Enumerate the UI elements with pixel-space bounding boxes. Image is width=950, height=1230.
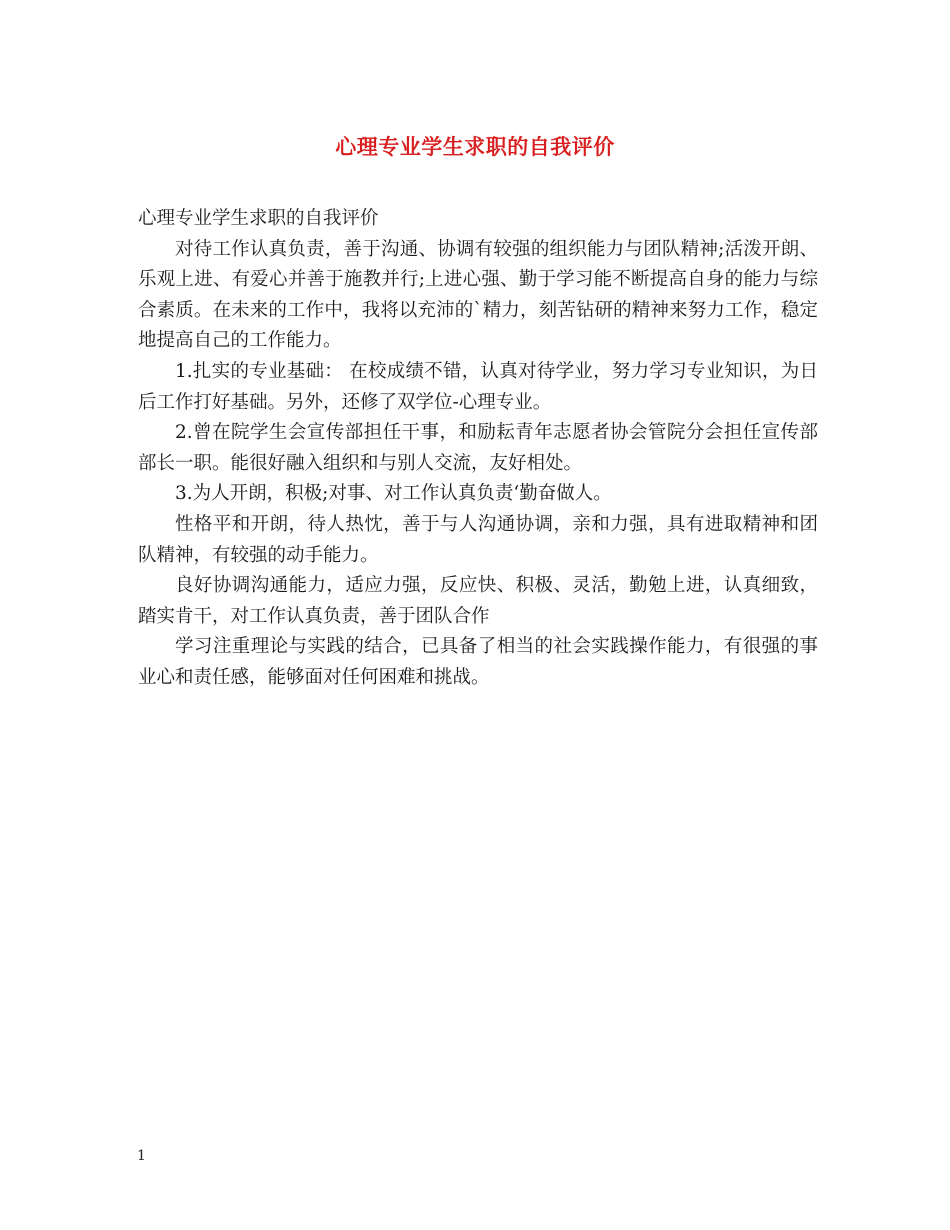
paragraph-communication: 良好协调沟通能力，适应力强，反应快、积极、灵活，勤勉上进，认真细致，踏实肯干，对工作认真负责，善于团队合作 [138, 575, 818, 627]
paragraph-item-2: 2.曾在院学生会宣传部担任干事，和励耘青年志愿者协会管院分会担任宣传部部长一职。能很好融入组织和与别人交流，友好相处。 [138, 422, 818, 474]
document-subtitle: 心理专业学生求职的自我评价 [138, 208, 379, 229]
paragraph-personality: 性格平和开朗，待人热忱，善于与人沟通协调，亲和力强，具有进取精神和团队精神，有较强的动手能力。 [138, 513, 818, 566]
page-number: 1 [137, 1148, 146, 1164]
paragraph-item-1: 1.扎实的专业基础： 在校成绩不错，认真对待学业，努力学习专业知识，为日后工作打好基础。另外，还修了双学位-心理专业。 [138, 360, 818, 413]
paragraph-practice: 学习注重理论与实践的结合，已具备了相当的社会实践操作能力，有很强的事业心和责任感，能够面对任何困难和挑战。 [138, 636, 818, 688]
paragraph-intro: 对待工作认真负责，善于沟通、协调有较强的组织能力与团队精神;活泼开朗、乐观上进、有爱心并善于施教并行;上进心强、勤于学习能不断提高自身的能力与综合素质。在未来的工作中，我将以充沛的`精力，刻苦钻研的精神来努力工作，稳定地提高自己的工作能力。 [138, 238, 818, 352]
document-body [138, 204, 818, 694]
paragraph-item-3: 3.为人开朗，积极;对事、对工作认真负责‘勤奋做人。 [175, 483, 612, 505]
document-title: 心理专业学生求职的自我评价 [335, 134, 615, 159]
